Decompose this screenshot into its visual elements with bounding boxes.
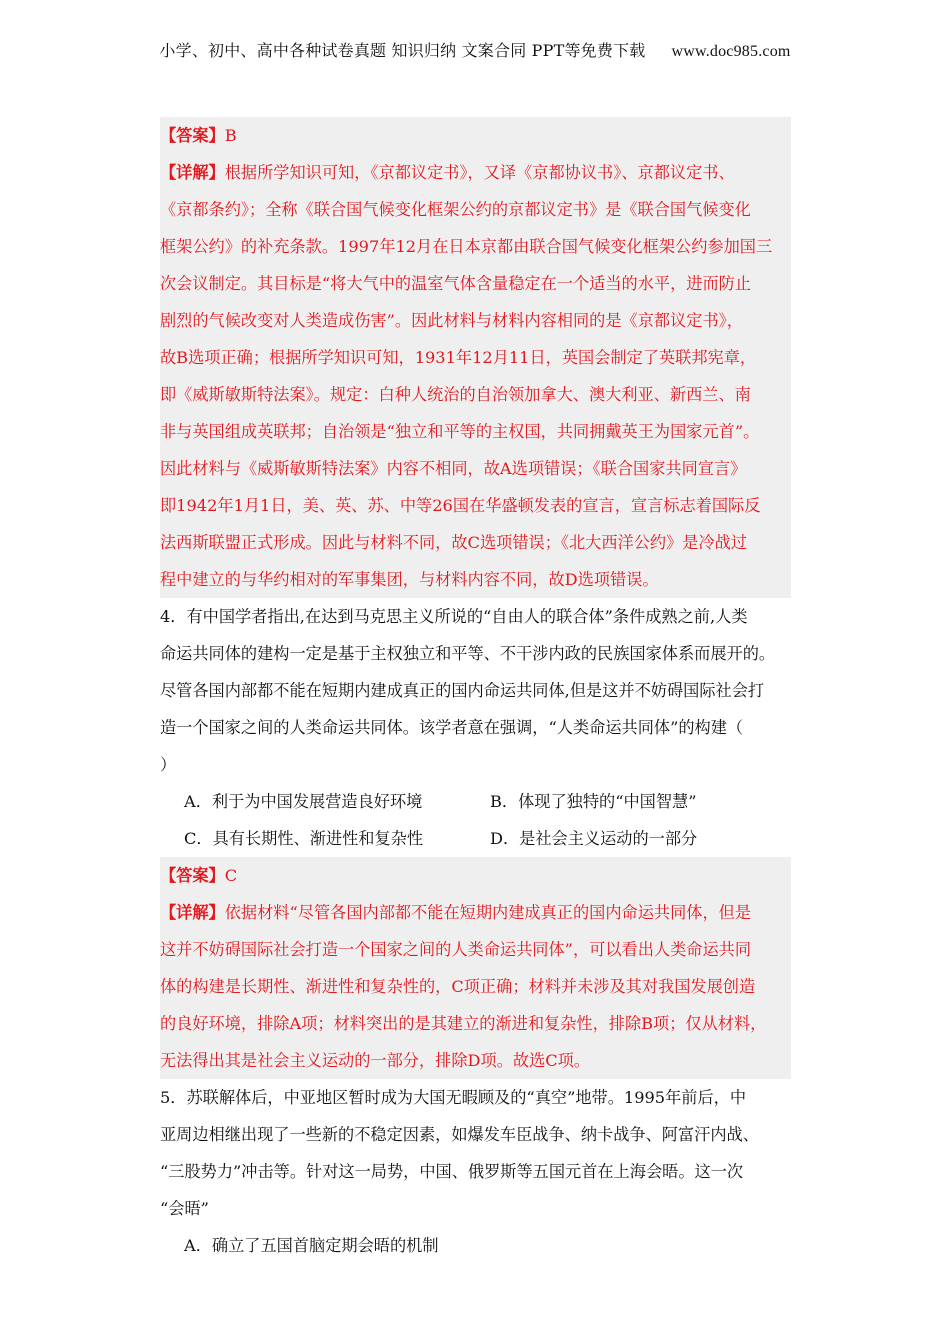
q3-detail-line: 次会议制定。其目标是“将大气中的温室气体含量稳定在一个适当的水平，进而防止 [160,274,752,293]
q5-stem-line: “会晤” [160,1199,209,1218]
q3-detail-line: 即1942年1月1日，美、英、苏、中等26国在华盛顿发表的宣言，宣言标志着国际反 [160,496,761,515]
q5-stem [160,1079,791,1227]
answer-value: C [224,866,238,885]
option-a[interactable]: A．确立了五国首脑定期会晤的机制 [184,1236,439,1255]
q3-detail-line: 《京都条约》；全称《联合国气候变化框架公约的京都议定书》是《联合国气候变化 [160,200,751,219]
q3-detail-line: 非与英国组成英联邦；自治领是“独立和平等的主权国，共同拥戴英王为国家元首”。 [160,422,760,441]
q4-answer-line [160,857,791,894]
answer-label: 【答案】 [160,866,225,885]
answer-value: B [224,126,237,145]
q3-answer-line [160,117,791,154]
q3-detail-line: 程中建立的与华约相对的军事集团，与材料内容不同，故D选项错误。 [160,570,659,589]
q4-stem-line: 造一个国家之间的人类命运共同体。该学者意在强调，“人类命运共同体”的构建（ [160,718,744,737]
q4-options [160,783,791,857]
q5-stem-line: 5．苏联解体后，中亚地区暂时成为大国无暇顾及的“真空”地带。1995年前后，中 [160,1088,747,1107]
detail-text: 依据材料“尽管各国内部都不能在短期内建成真正的国内命运共同体，但是 [224,903,752,922]
q4-stem [160,598,791,783]
answer-label: 【答案】 [160,126,225,145]
detail-text: 根据所学知识可知，《京都议定书》，又译《京都协议书》、京都议定书、 [224,163,735,182]
option-a[interactable]: A．利于为中国发展营造良好环境 [184,792,423,811]
q5-stem-line: “三股势力”冲击等。针对这一局势，中国、俄罗斯等五国元首在上海会晤。这一次 [160,1162,744,1181]
option-row [160,783,791,820]
q5-options [160,1227,791,1264]
option-b[interactable]: B．体现了独特的“中国智慧” [490,792,697,811]
q4-detail-line [160,894,791,931]
q4-detail-line: 的良好环境，排除A项；材料突出的是其建立的渐进和复杂性，排除B项；仅从材料， [160,1014,767,1033]
q4-stem-line: ） [160,755,177,774]
q3-detail-line: 法西斯联盟正式形成。因此与材料不同，故C选项错误；《北大西洋公约》是冷战过 [160,533,748,552]
q4-detail-line: 这并不妨碍国际社会打造一个国家之间的人类命运共同体”，可以看出人类命运共同 [160,940,752,959]
option-d[interactable]: D．是社会主义运动的一部分 [490,829,698,848]
q3-detail-line: 剧烈的气候改变对人类造成伤害”。因此材料与材料内容相同的是《京都议定书》， [160,311,743,330]
q4-detail-line: 无法得出其是社会主义运动的一部分，排除D项。故选C项。 [160,1051,591,1070]
q3-detail-line: 故B选项正确；根据所学知识可知，1931年12月11日，英国会制定了英联邦宪章， [160,348,757,367]
q4-detail-line: 体的构建是长期性、渐进性和复杂性的，C项正确；材料并未涉及其对我国发展创造 [160,977,756,996]
q4-stem-line: 命运共同体的建构一定是基于主权独立和平等、不干涉内政的民族国家体系而展开的。 [160,644,776,663]
option-row [160,820,791,857]
header-title: 小学、初中、高中各种试卷真题 知识归纳 文案合同 PPT等免费下载 [159,41,646,60]
option-c[interactable]: C．具有长期性、渐进性和复杂性 [184,829,424,848]
q4-stem-line: 尽管各国内部都不能在短期内建成真正的国内命运共同体,但是这并不妨碍国际社会打 [160,681,765,700]
detail-label: 【详解】 [160,903,225,922]
q4-stem-line: 4．有中国学者指出,在达到马克思主义所说的“自由人的联合体”条件成熟之前,人类 [160,607,748,626]
q3-detail-line: 因此材料与《威斯敏斯特法案》内容不相同，故A选项错误；《联合国家共同宣言》 [160,459,747,478]
detail-label: 【详解】 [160,163,225,182]
q3-detail-line: 框架公约》的补充条款。1997年12月在日本京都由联合国气候变化框架公约参加国三 [160,237,773,256]
q4-answer-block [160,857,791,1079]
q3-detail-line [160,154,791,191]
header-url[interactable]: www.doc985.com [671,43,791,60]
option-row [160,1227,791,1264]
q5-stem-line: 亚周边相继出现了一些新的不稳定因素，如爆发车臣战争、纳卡战争、阿富汗内战、 [160,1125,759,1144]
page-header [0,38,950,61]
q3-detail-line: 即《威斯敏斯特法案》。规定：白种人统治的自治领加拿大、澳大利亚、新西兰、南 [160,385,751,404]
q3-answer-block [160,117,791,598]
